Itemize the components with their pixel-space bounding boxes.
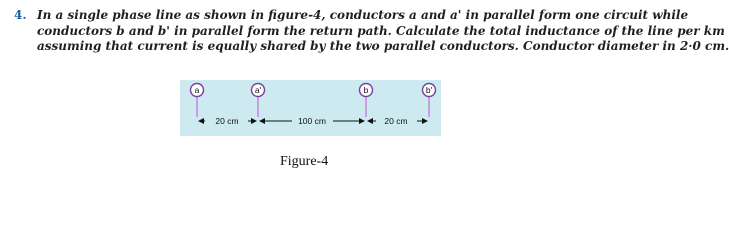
spacing-label: 100 cm [298,116,326,126]
conductor-label: b [363,85,369,95]
conductor-diagram [180,80,441,136]
spacing-label: 20 cm [384,116,408,126]
conductor-label: a [194,85,200,95]
figure-caption: Figure-4 [280,154,329,169]
conductor-label: b' [425,85,433,95]
question-line: conductors b and b' in parallel form the return path. Calculate the total inductance of the line per km [37,23,725,38]
spacing-label: 20 cm [215,116,239,126]
question-line: assuming that current is equally shared by the two parallel conductors. Conductor diameter in 2·0 cm. [37,39,729,53]
question-number: 4. [14,8,27,22]
figure-background [180,80,441,136]
question-text [37,8,729,55]
conductor-label: a' [254,85,262,95]
question-line: In a single phase line as shown in figure-4, conductors a and a' in parallel form one circuit while [37,8,689,22]
figure-4 [180,80,441,136]
